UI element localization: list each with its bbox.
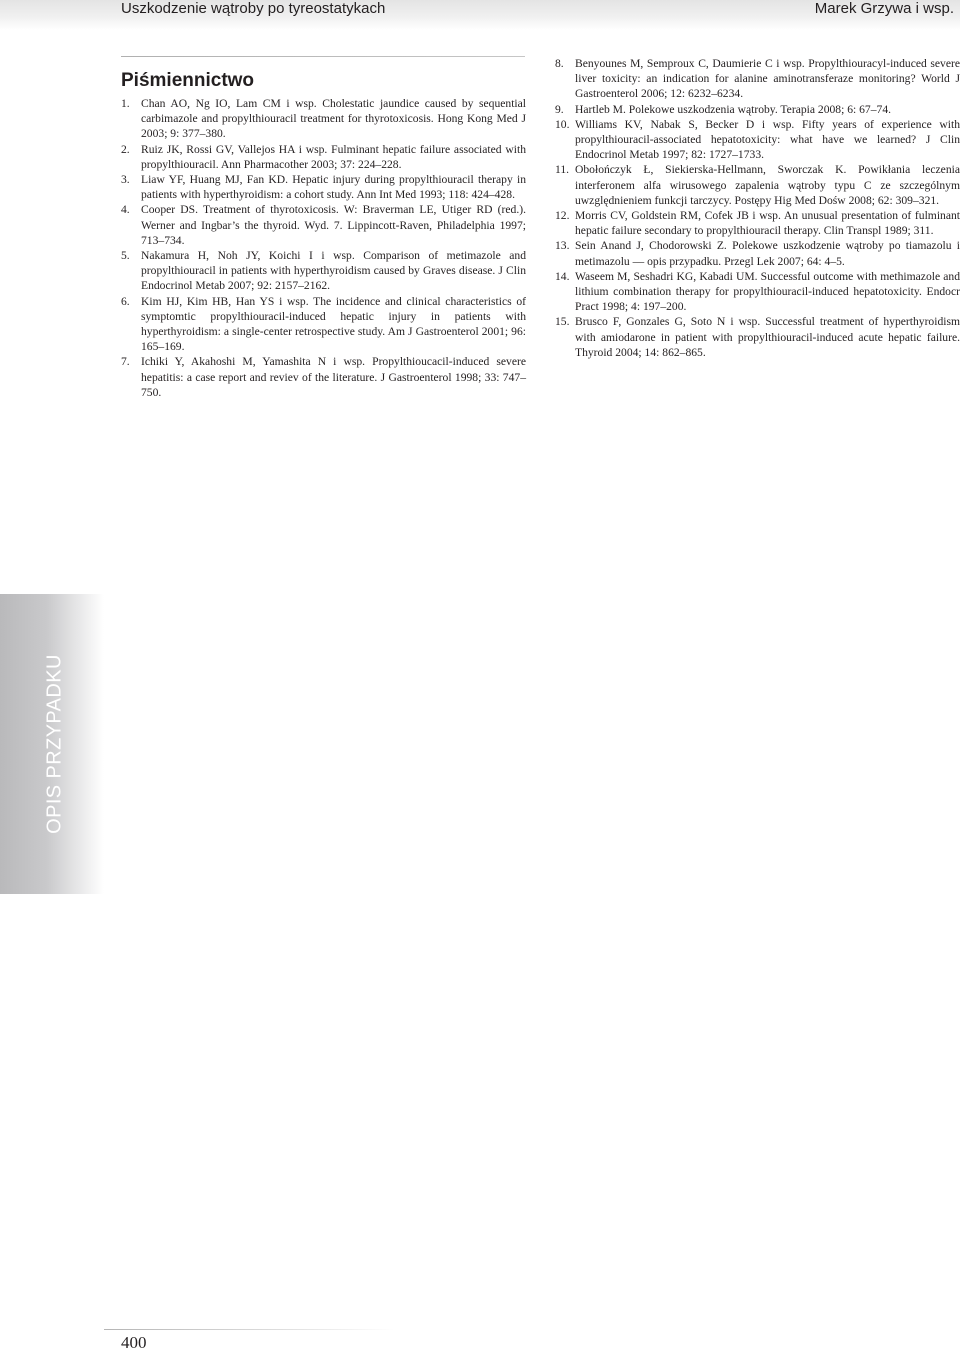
reference-text: Ichiki Y, Akahoshi M, Yamashita N i wsp. Propylthioucacil-induced severe hepatitis: a case report and reviev of the literature. J Gastroenterol 1998; 33: 747–750. [141,355,526,399]
reference-number: 13. [555,239,570,253]
page-header [0,0,960,30]
reference-number: 3. [121,173,130,187]
reference-item [121,202,526,248]
section-side-tab [0,594,104,894]
reference-item [555,314,960,360]
reference-item [121,248,526,294]
footer-rule [104,1329,394,1330]
reference-item [555,102,960,117]
reference-text: Liaw YF, Huang MJ, Fan KD. Hepatic injury during propylthiouracil therapy in patients with hyperthyroidism: a cohort study. Ann Int Med 1993; 118: 424–428. [141,173,526,202]
reference-text: Obołończyk Ł, Siekierska-Hellmann, Sworczak K. Powikłania leczenia interferonem alfa wirusowego zapalenia wątroby typu C ze szczególnym uwzględnieniem funkcji tarczycy. Postępy Hig Med Dośw 2008; 62: 309–321. [575,163,960,207]
reference-number: 4. [121,203,130,217]
reference-number: 5. [121,249,130,263]
reference-number: 9. [555,102,564,116]
column-top-rule [121,56,525,57]
reference-number: 6. [121,294,130,308]
reference-item [555,269,960,315]
running-authors: Marek Grzywa i wsp. [814,0,954,17]
reference-item [121,294,526,355]
references-heading: Piśmiennictwo [121,70,255,91]
reference-item [555,162,960,208]
reference-number: 12. [555,209,570,223]
reference-item [555,208,960,238]
reference-number: 8. [555,57,564,70]
reference-item [121,96,526,142]
reference-number: 14. [555,269,570,283]
reference-number: 10. [555,117,570,131]
reference-item [121,172,526,202]
reference-text: Morris CV, Goldstein RM, Cofek JB i wsp. An unusual presentation of fulminant hepatic failure secondary to propylthiouracil therapy. Clin Transpl 1989; 311. [575,209,960,238]
reference-item [121,142,526,172]
reference-number: 15. [555,315,570,329]
reference-text: Cooper DS. Treatment of thyrotoxicosis. W: Braverman LE, Utiger RD (red.). Werner and Ingbar’s the thyroid. Wyd. 7. Lippincott-Raven, Philadelphia 1997; 713–734. [141,203,526,247]
reference-text: Waseem M, Seshadri KG, Kabadi UM. Successful outcome with methimazole and lithium combination therapy for propylthiouracil-induced hepatotoxicity. Endocr Pract 1998; 4: 197–200. [575,269,960,314]
reference-text: Chan AO, Ng IO, Lam CM i wsp. Cholestatic jaundice caused by sequential carbimazole and propylthiouracil treatment for thyrotoxicosis. Hong Kong Med J 2003; 9: 377–380. [141,97,526,141]
reference-item [555,56,960,102]
reference-number: 7. [121,355,130,369]
reference-text: Brusco F, Gonzales G, Soto N i wsp. Successful treatment of hyperthyroidism with amiodarone in patient with propylthiouracil-induced acute hepatic failure. Thyroid 2004; 14: 862–865. [575,315,960,359]
reference-item [121,354,526,400]
reference-number: 11. [555,163,570,177]
running-title: Uszkodzenie wątroby po tyreostatykach [121,0,386,17]
page-number: 400 [121,1333,147,1352]
reference-text: Ruiz JK, Rossi GV, Vallejos HA i wsp. Fulminant hepatic failure associated with propylthiouracil. Ann Pharmacother 2003; 37: 224–228. [141,142,526,171]
reference-text: Williams KV, Nabak S, Becker D i wsp. Fifty years of experience with propylthiouracil-associated hepatotoxicity: what have we learned? J Clin Endocrinol Metab 1997; 82: 1727–1733. [575,117,960,162]
reference-text: Benyounes M, Semproux C, Daumierie C i wsp. Propylthiouracyl-induced severe liver toxicity: an indication for alanine aminotransferaze monitoring? World J Gastroenterol 2006; 12: 6232–6234. [575,57,960,101]
references-left-column [121,96,526,400]
references-right-column [555,56,960,360]
reference-item [555,238,960,268]
reference-text: Nakamura H, Noh JY, Koichi I i wsp. Comparison of metimazole and propylthiouracil in patients with hyperthyroidism caused by Graves disease. J Clin Endocrinol Metab 2007; 92: 2157–2162. [141,249,526,293]
reference-text: Kim HJ, Kim HB, Han YS i wsp. The incidence and clinical characteristics of symptomtic propylthiouracil-induced hepatic injury in patients with hyperthyroidism: a single-center retrospective study. Am J Gastroenterol 2001; 96: 165–169. [141,294,526,354]
reference-text: Hartleb M. Polekowe uszkodzenia wątroby. Terapia 2008; 6: 67–74. [575,102,892,116]
reference-text: Sein Anand J, Chodorowski Z. Polekowe uszkodzenie wątroby po tiamazolu i metimazolu — opis przypadku. Przegl Lek 2007; 64: 4–5. [575,239,960,268]
reference-number: 1. [121,97,130,110]
side-tab-label: OPIS PRZYPADKU [43,654,66,834]
reference-item [555,117,960,163]
reference-number: 2. [121,142,130,156]
